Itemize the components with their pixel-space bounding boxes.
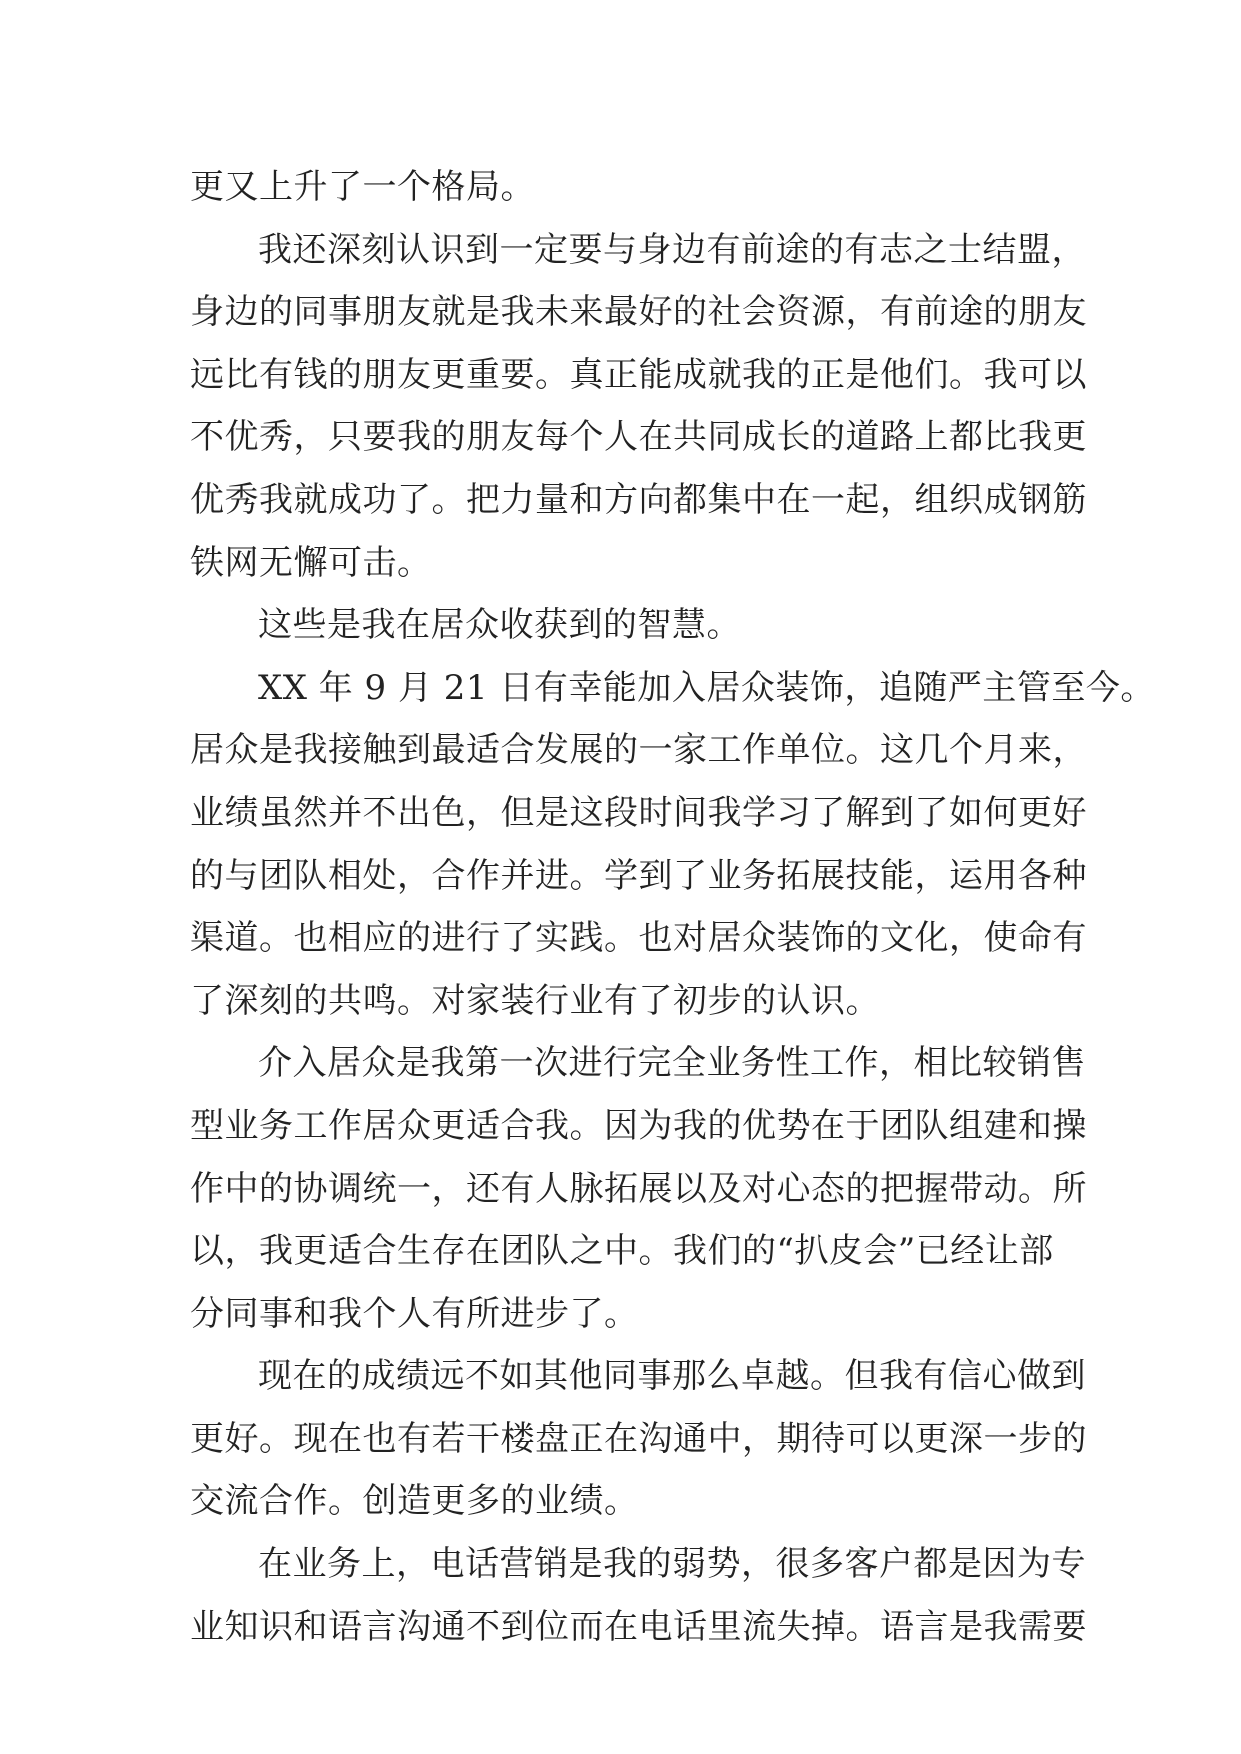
paragraph-first-line: 这些是我在居众收获到的智慧。 (258, 605, 741, 646)
paragraph-first-line: 介入居众是我第一次进行完全业务性工作，相比较销售 (258, 1043, 1086, 1084)
text-line: 居众是我接触到最适合发展的一家工作单位。这几个月来， (190, 730, 1087, 771)
text-line: 交流合作。创造更多的业绩。 (190, 1481, 639, 1522)
text-line: 更又上升了一个格局。 (190, 167, 535, 207)
text-line: 业绩虽然并不出色，但是这段时间我学习了解到了如何更好 (190, 792, 1087, 833)
paragraph-first-line: 在业务上，电话营销是我的弱势，很多客户都是因为专 (258, 1544, 1086, 1585)
text-line: 业知识和语言沟通不到位而在电话里流失掉。语言是我需要 (190, 1606, 1087, 1647)
text-line: 远比有钱的朋友更重要。真正能成就我的正是他们。我可以 (190, 354, 1087, 395)
text-line: 渠道。也相应的进行了实践。也对居众装饰的文化，使命有 (190, 918, 1087, 959)
text-line: 型业务工作居众更适合我。因为我的优势在于团队组建和操 (190, 1105, 1087, 1146)
paragraph-first-line: 我还深刻认识到一定要与身边有前途的有志之士结盟， (258, 229, 1086, 270)
paragraph-first-line: XX 年 9 月 21 日有幸能加入居众装饰，追随严主管至今。 (258, 667, 1155, 708)
body-text (190, 156, 1155, 1658)
text-line: 作中的协调统一，还有人脉拓展以及对心态的把握带动。所 (190, 1168, 1087, 1209)
paragraph-first-line: 现在的成绩远不如其他同事那么卓越。但我有信心做到 (258, 1356, 1086, 1397)
text-line: 铁网无懈可击。 (190, 542, 432, 583)
text-line: 的与团队相处，合作并进。学到了业务拓展技能，运用各种 (190, 855, 1087, 896)
text-line: 以，我更适合生存在团队之中。我们的“扒皮会”已经让部 (190, 1231, 1054, 1272)
text-line: 优秀我就成功了。把力量和方向都集中在一起，组织成钢筋 (190, 479, 1087, 520)
text-line: 更好。现在也有若干楼盘正在沟通中，期待可以更深一步的 (190, 1418, 1087, 1459)
text-line: 分同事和我个人有所进步了。 (190, 1293, 639, 1334)
text-line: 不优秀，只要我的朋友每个人在共同成长的道路上都比我更 (190, 417, 1087, 458)
text-line: 身边的同事朋友就是我未来最好的社会资源，有前途的朋友 (190, 292, 1087, 333)
text-line: 了深刻的共鸣。对家装行业有了初步的认识。 (190, 980, 880, 1021)
